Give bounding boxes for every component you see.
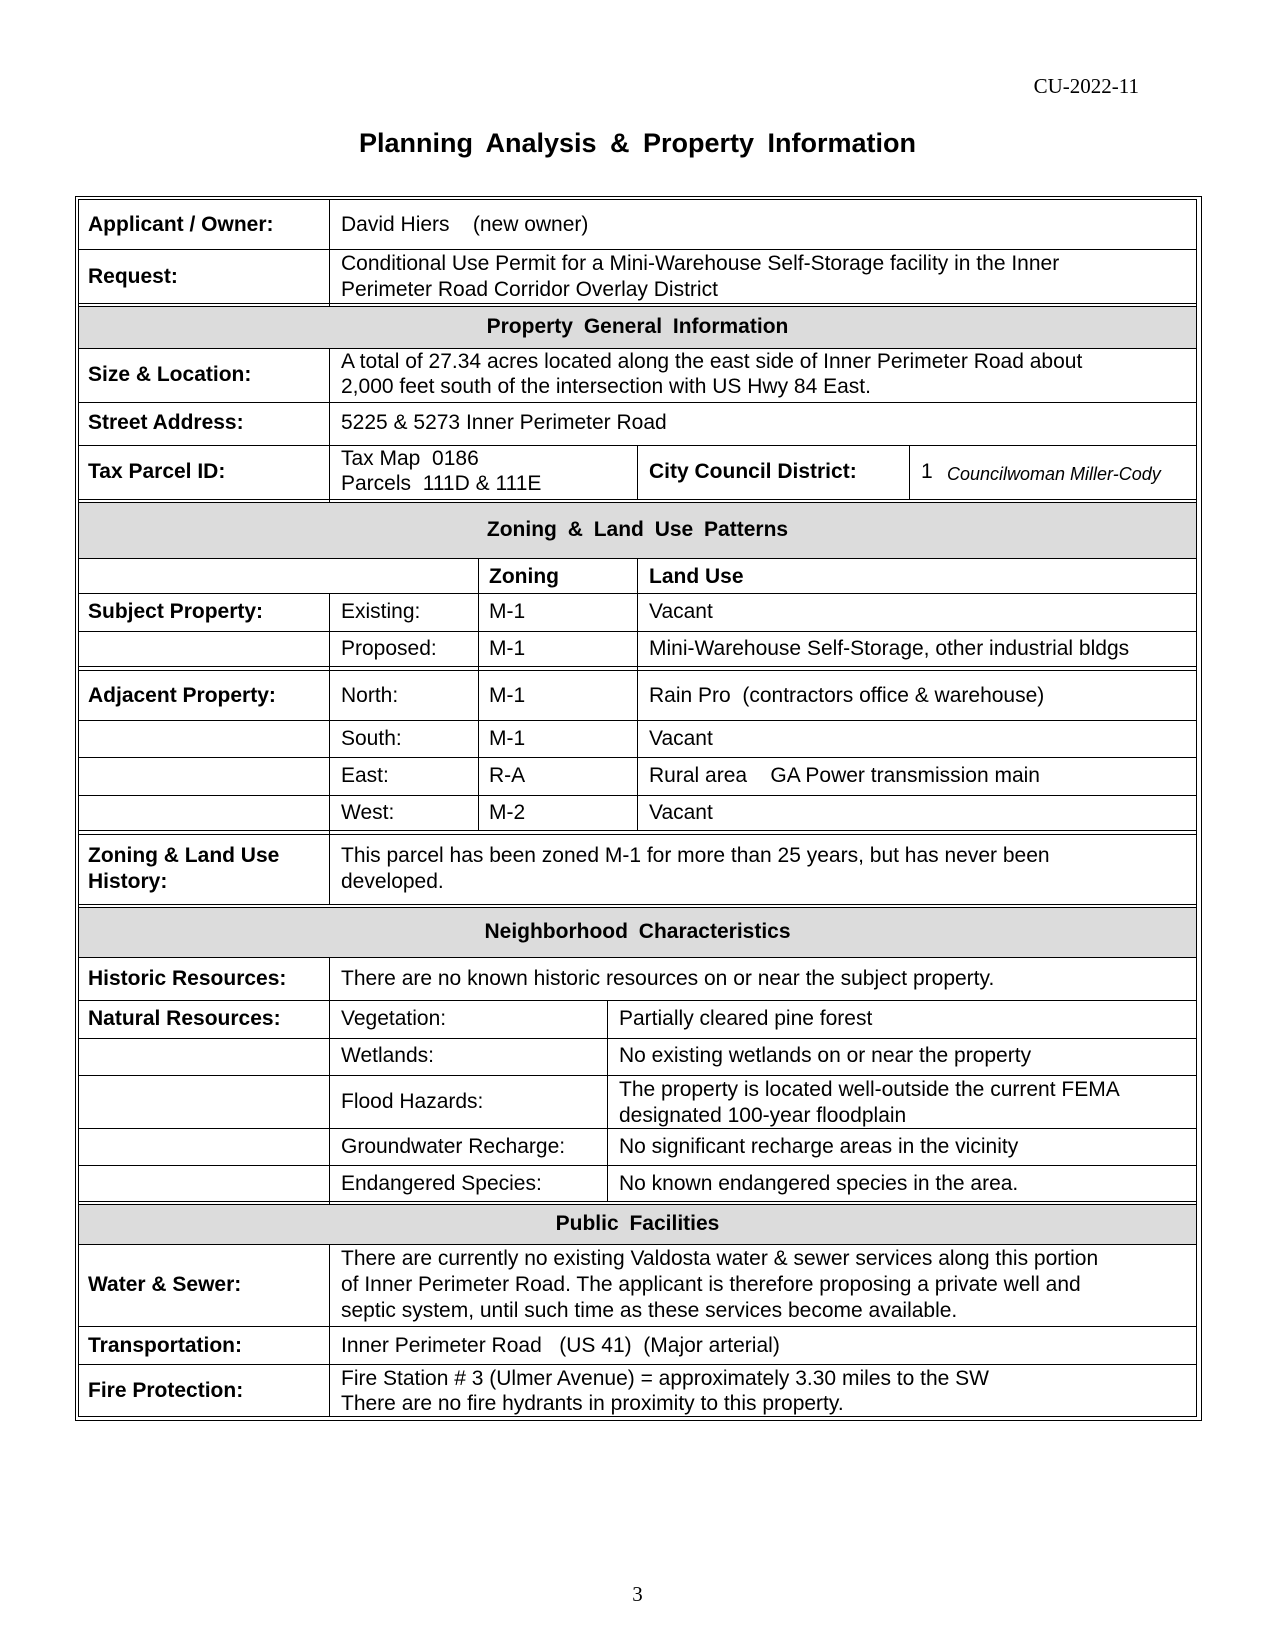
natural-resource-item: Wetlands: [341,1044,434,1067]
zoning-row-land-use: Vacant [649,801,713,824]
transportation-label: Transportation: [88,1334,243,1357]
natural-resource-value: The property is located well-outside the current FEMA [619,1078,1120,1101]
transportation-value: Inner Perimeter Road (US 41) (Major arterial) [341,1334,780,1357]
zoning-row-land-use: Mini-Warehouse Self-Storage, other industrial bldgs [649,637,1130,660]
zoning-row-direction: South: [341,727,402,750]
street-address-value: 5225 & 5273 Inner Perimeter Road [341,411,667,434]
section-header-general: Property General Information [486,315,789,338]
natural-resource-value: No existing wetlands on or near the property [619,1044,1032,1067]
parcels-line: Parcels 111D & 111E [341,472,542,495]
natural-resource-value-line-2: designated 100-year floodplain [619,1104,907,1127]
zoning-row-direction: East: [341,764,389,787]
zoning-row-zoning: M-1 [489,637,526,660]
street-address-label: Street Address: [88,411,244,434]
fire-protection-line-2: There are no fire hydrants in proximity to this property. [341,1392,844,1415]
section-header-neighborhood: Neighborhood Characteristics [484,920,791,943]
size-location-line-2: 2,000 feet south of the intersection with US Hwy 84 East. [341,375,871,398]
water-sewer-line-1: There are currently no existing Valdosta water & sewer services along this portion [341,1247,1099,1270]
council-district-number: 1 [921,460,933,483]
history-line-2: developed. [341,870,444,893]
request-label: Request: [88,265,178,288]
zoning-row-zoning: R-A [489,764,526,787]
zoning-row-zoning: M-1 [489,600,526,623]
natural-resource-value: Partially cleared pine forest [619,1007,873,1030]
water-sewer-label: Water & Sewer: [88,1273,242,1296]
historic-resources-value: There are no known historic resources on or near the subject property. [341,967,995,990]
history-line-1: This parcel has been zoned M-1 for more than 25 years, but has never been [341,844,1050,867]
tax-map-line: Tax Map 0186 [341,447,479,470]
zoning-row-zoning: M-1 [489,727,526,750]
natural-resource-item: Groundwater Recharge: [341,1135,566,1158]
fire-protection-line-1: Fire Station # 3 (Ulmer Avenue) = approximately 3.30 miles to the SW [341,1367,989,1390]
adjacent-property-label: Adjacent Property: [88,684,276,707]
applicant-value: David Hiers (new owner) [341,213,589,236]
case-number: CU-2022-11 [1033,74,1139,98]
zoning-row-direction: North: [341,684,399,707]
natural-resource-value: No significant recharge areas in the vicinity [619,1135,1019,1158]
subject-property-label: Subject Property: [88,600,264,623]
zoning-row-land-use: Rural area GA Power transmission main [649,764,1040,787]
col-land-use-header: Land Use [649,565,744,588]
historic-resources-label: Historic Resources: [88,967,287,990]
page-title: Planning Analysis & Property Information [358,128,917,158]
zoning-row-land-use: Rain Pro (contractors office & warehouse) [649,684,1045,707]
zoning-row-land-use: Vacant [649,727,713,750]
zoning-row-zoning: M-1 [489,684,526,707]
fire-protection-label: Fire Protection: [88,1379,244,1402]
water-sewer-line-2: of Inner Perimeter Road. The applicant is therefore proposing a private well and [341,1273,1081,1296]
water-sewer-line-3: septic system, until such time as these services become available. [341,1299,958,1322]
col-zoning-header: Zoning [489,565,559,588]
size-location-label: Size & Location: [88,363,252,386]
zoning-row-direction: Proposed: [341,637,437,660]
council-district-label: City Council District: [649,460,857,483]
natural-resource-item: Vegetation: [341,1007,447,1030]
history-label-line-1: Zoning & Land Use [88,844,280,867]
natural-resources-label: Natural Resources: [88,1007,281,1030]
natural-resource-value: No known endangered species in the area. [619,1172,1019,1195]
history-label-line-2: History: [88,870,168,893]
applicant-label: Applicant / Owner: [88,213,274,236]
page-number: 3 [632,1582,643,1606]
zoning-row-direction: Existing: [341,600,421,623]
zoning-row-land-use: Vacant [649,600,713,623]
tax-parcel-label: Tax Parcel ID: [88,460,226,483]
council-district-member: Councilwoman Miller-Cody [947,464,1161,484]
natural-resource-item: Endangered Species: [341,1172,542,1195]
natural-resource-item: Flood Hazards: [341,1090,484,1113]
size-location-line-1: A total of 27.34 acres located along the east side of Inner Perimeter Road about [341,350,1083,373]
zoning-row-zoning: M-2 [489,801,526,824]
section-header-zoning: Zoning & Land Use Patterns [486,518,789,541]
request-line-2: Perimeter Road Corridor Overlay District [341,278,718,301]
zoning-row-direction: West: [341,801,395,824]
request-line-1: Conditional Use Permit for a Mini-Warehouse Self-Storage facility in the Inner [341,252,1060,275]
section-header-facilities: Public Facilities [555,1212,720,1235]
